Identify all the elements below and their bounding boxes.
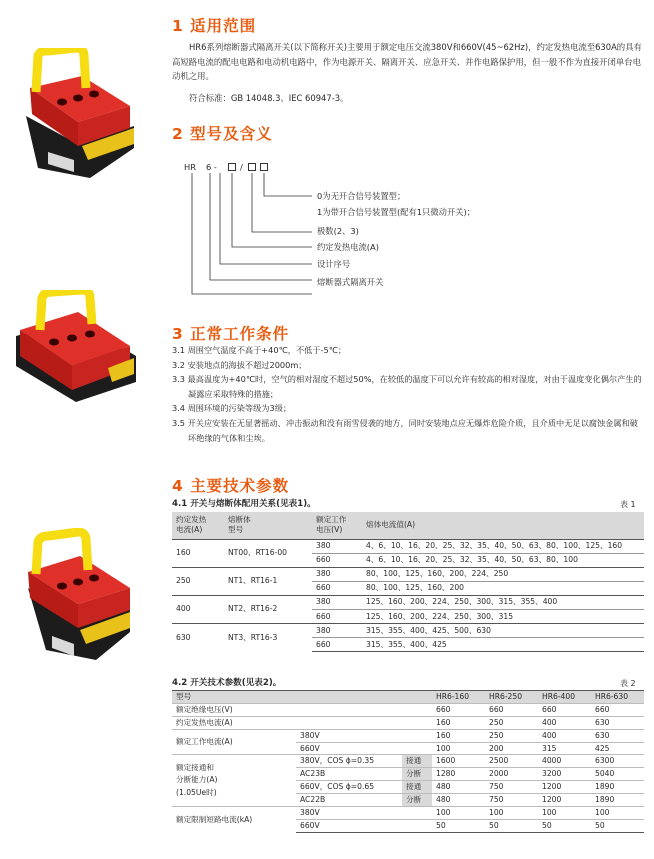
t2-cell: 660 (591, 703, 644, 716)
t1-current: 630 (172, 624, 224, 652)
t2-cap-label-3: (1.05Ue时) (176, 787, 217, 797)
code-prefix: HR (184, 162, 197, 172)
t1-current: 250 (172, 567, 224, 595)
condition-item: 3.1 周围空气温度不高于+40℃，不低于-5℃； (172, 345, 347, 355)
t2-cell: 480 (432, 794, 485, 807)
t2-make: 接通 (402, 781, 432, 794)
t2-cell: 3200 (538, 768, 591, 781)
t2-work-660: 660V (296, 742, 432, 755)
t1-fuse: 125、160、200、224、250、300、315 (362, 609, 644, 623)
t2-model: HR6-400 (538, 691, 591, 704)
t2-cell: 4000 (538, 755, 591, 768)
t2-cell: 660 (432, 703, 485, 716)
section3-title: 3 正常工作条件 (172, 325, 290, 343)
t2-break: 分断 (402, 768, 432, 781)
t2-cell: 100 (591, 807, 644, 820)
t2-cell: 5040 (591, 768, 644, 781)
t2-cell: 1280 (432, 768, 485, 781)
table2-caption: 4.2 开关技术参数(见表2)。 (172, 678, 282, 688)
t2-cell: 630 (591, 716, 644, 729)
t1-fuse: 4、6、10、16、20、25、32、35、40、50、63、80、100、125、160 (362, 539, 644, 553)
code-slash: / (240, 162, 243, 172)
t1-head-type: 熔断体 型号 (224, 512, 312, 539)
t2-cell: 2000 (485, 768, 538, 781)
t2-c1b: AC23B (296, 768, 402, 781)
code-number: 6 - (206, 162, 217, 172)
t1-fuse: 80、100、125、160、200 (362, 581, 644, 595)
product-image-1 (18, 48, 142, 178)
t2-c2b: AC22B (296, 794, 402, 807)
t1-current: 160 (172, 539, 224, 567)
t2-cell: 425 (591, 742, 644, 755)
t1-fuse: 80、100、125、160、200、224、250 (362, 567, 644, 581)
table1 (172, 512, 644, 652)
t1-v: 660 (312, 638, 362, 652)
t1-fuse: 315、355、400、425 (362, 638, 644, 652)
product-image-3 (18, 528, 138, 660)
t2-cell: 1890 (591, 794, 644, 807)
t2-break: 分断 (402, 794, 432, 807)
t2-cell: 50 (591, 819, 644, 832)
t2-cell: 1200 (538, 794, 591, 807)
t2-sc-380: 380V (296, 807, 432, 820)
t2-cell: 400 (538, 716, 591, 729)
t2-cell: 480 (432, 781, 485, 794)
t2-cell: 6300 (591, 755, 644, 768)
code-item-3: 约定发热电流(A) (317, 242, 379, 252)
section4-title: 4 主要技术参数 (172, 477, 290, 495)
t2-cell: 200 (485, 742, 538, 755)
section1-standard: 符合标准：GB 14048.3、IEC 60947-3。 (189, 93, 349, 103)
conditions-list (172, 343, 644, 445)
t2-c1: 380V，COS ϕ=0.35 (296, 755, 402, 768)
condition-item: 3.2 安装地点的海拔不超过2000m； (172, 359, 307, 370)
t1-v: 660 (312, 609, 362, 623)
t2-ins-label: 额定绝缘电压(V) (172, 703, 432, 716)
t1-head-current: 约定发热 电流(A) (172, 512, 224, 539)
t2-cell: 2500 (485, 755, 538, 768)
t1-v: 380 (312, 567, 362, 581)
t2-cell: 1600 (432, 755, 485, 768)
t2-cell: 750 (485, 781, 538, 794)
condition-item: 3.5 开关应安装在无显著摇动、冲击振动和没有雨雪侵袭的地方，同时安装地点应无爆炸危险介质，且介质中无足以腐蚀金属和破坏绝缘的气体和尘埃。 (172, 417, 638, 443)
code-item-2: 极数(2、3) (317, 226, 359, 236)
t1-head-voltage: 额定工作 电压(V) (312, 512, 362, 539)
t2-cell: 100 (432, 742, 485, 755)
t1-type: NT00、RT16-00 (224, 539, 312, 567)
t2-make: 接通 (402, 755, 432, 768)
section2-title: 2 型号及含义 (172, 125, 273, 143)
t2-head-model: 型号 (172, 691, 432, 704)
section1-title: 1 适用范围 (172, 17, 257, 35)
t2-cell: 315 (538, 742, 591, 755)
section1-paragraph: HR6系列熔断器式隔离开关(以下简称开关)主要用于额定电压交流380V和660V(45~62Hz)，约定发热电流至630A的具有高短路电流的配电电路和电动机电路中，作为电源开关、隔离开关、应急开关、并作电路保护用，但一般不作为直接开闭单台电动机之用。 (172, 42, 642, 82)
code-item-1: 1为带开合信号装置型(配有1只微动开关)； (317, 207, 476, 217)
t1-type: NT1、RT16-1 (224, 567, 312, 595)
t2-cell: 400 (538, 729, 591, 742)
t2-c2: 660V，COS ϕ=0.65 (296, 781, 402, 794)
t2-cell: 1200 (538, 781, 591, 794)
t1-fuse: 4、6、10、16、20、25、32、35、40、50、63、80、100 (362, 553, 644, 567)
t2-work-380: 380V (296, 729, 432, 742)
t2-sc-660: 660V (296, 819, 432, 832)
t1-type: NT3、RT16-3 (224, 624, 312, 652)
t2-cell: 160 (432, 716, 485, 729)
t2-cap-label-2: 分断能力(A) (176, 775, 218, 785)
t1-type: NT2、RT16-2 (224, 595, 312, 623)
t1-fuse: 125、160、200、224、250、300、315、355、400 (362, 595, 644, 609)
t1-v: 380 (312, 595, 362, 609)
t2-cell: 660 (538, 703, 591, 716)
t2-sc-label: 额定限制短路电流(kA) (172, 807, 296, 833)
t2-model: HR6-250 (485, 691, 538, 704)
table1-number: 表 1 (620, 500, 636, 509)
code-leader-lines (172, 160, 312, 295)
product-image-2 (12, 290, 140, 410)
t2-cell: 100 (538, 807, 591, 820)
t1-v: 660 (312, 553, 362, 567)
t1-current: 400 (172, 595, 224, 623)
t2-therm-label: 约定发热电流(A) (172, 716, 432, 729)
t2-cap-label (172, 755, 296, 807)
model-code-diagram (172, 160, 492, 300)
t1-v: 380 (312, 624, 362, 638)
t2-cell: 50 (485, 819, 538, 832)
table2-number: 表 2 (620, 679, 636, 688)
t2-cap-label-1: 额定接通和 (176, 762, 214, 772)
t1-head-fuse: 熔体电流值(A) (362, 512, 644, 539)
code-item-5: 熔断器式隔离开关 (317, 277, 384, 287)
t2-cell: 250 (485, 716, 538, 729)
t2-cell: 160 (432, 729, 485, 742)
t2-cell: 100 (432, 807, 485, 820)
code-item-0: 0为无开合信号装置型； (317, 191, 406, 201)
t2-cell: 660 (485, 703, 538, 716)
t2-cell: 50 (432, 819, 485, 832)
t2-cell: 1890 (591, 781, 644, 794)
table2 (172, 690, 644, 833)
t2-work-label: 额定工作电流(A) (172, 729, 296, 755)
t2-model: HR6-630 (591, 691, 644, 704)
condition-item: 3.4 周围环境的污染等级为3级； (172, 403, 292, 414)
t2-cell: 750 (485, 794, 538, 807)
t2-cell: 630 (591, 729, 644, 742)
t2-cell: 250 (485, 729, 538, 742)
code-item-4: 设计序号 (317, 259, 351, 269)
condition-item: 3.3 最高温度为+40℃时，空气的相对湿度不超过50%，在较低的温度下可以允许有较高的相对湿度，对由于温度变化偶尔产生的凝露应采取特殊的措施； (172, 374, 642, 399)
t2-cell: 50 (538, 819, 591, 832)
t1-v: 660 (312, 581, 362, 595)
t1-v: 380 (312, 539, 362, 553)
t2-cell: 100 (485, 807, 538, 820)
table1-caption: 4.1 开关与熔断体配用关系(见表1)。 (172, 499, 316, 509)
t1-fuse: 315、355、400、425、500、630 (362, 624, 644, 638)
t2-model: HR6-160 (432, 691, 485, 704)
